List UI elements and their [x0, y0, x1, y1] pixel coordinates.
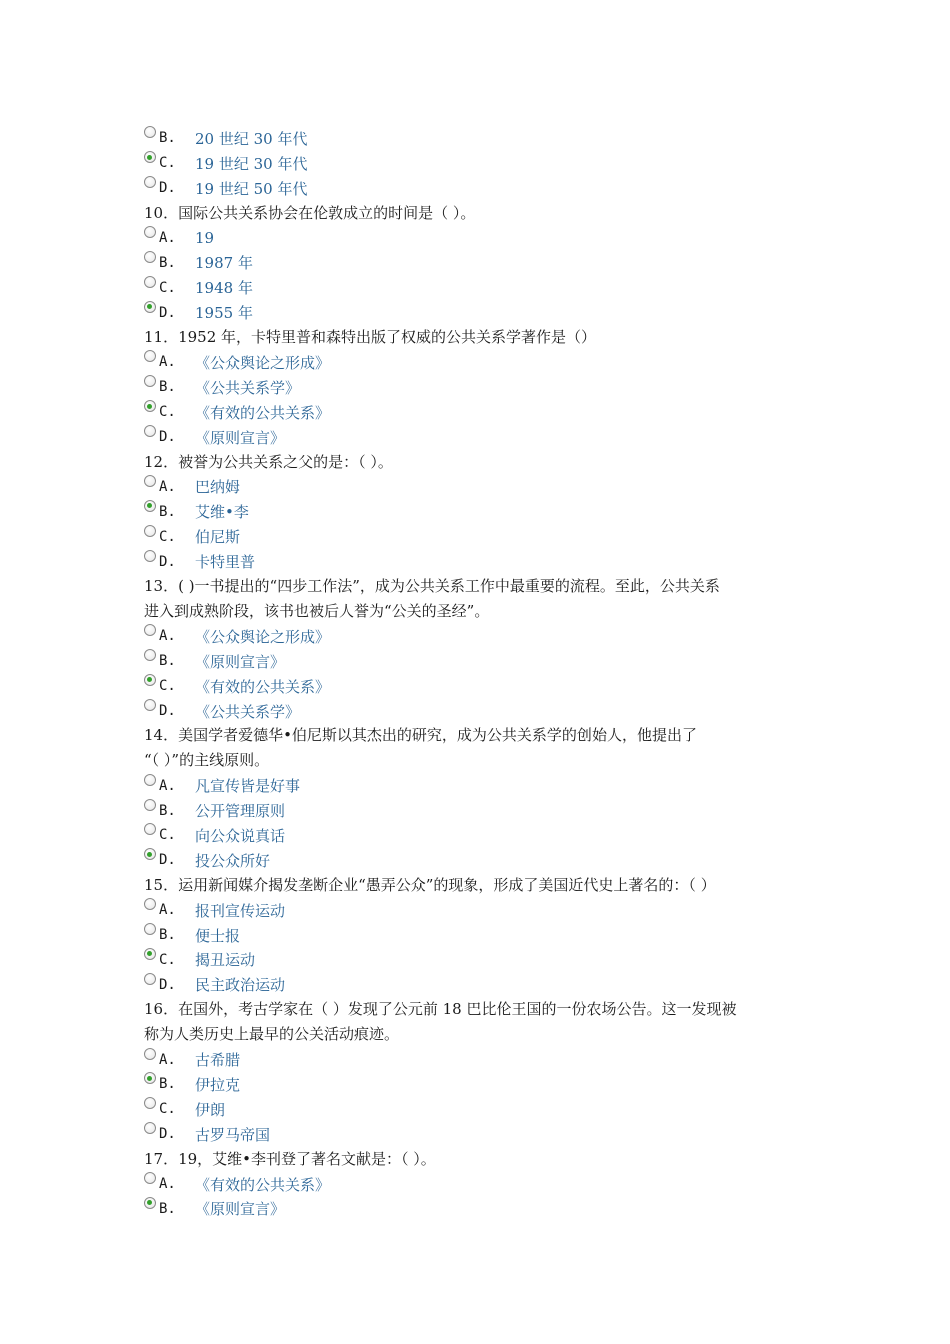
option-text: 伯尼斯 [195, 528, 241, 547]
question-line: 10．国际公共关系协会在伦敦成立的时间是（ ）。 [144, 203, 476, 222]
option-letter: B. [159, 653, 176, 670]
option-text: 《公众舆论之形成》 [195, 627, 331, 646]
option-letter: D. [159, 703, 176, 719]
answer-option[interactable] [144, 798, 824, 823]
answer-option[interactable] [144, 1072, 824, 1097]
radio-unchecked-icon[interactable] [144, 1122, 156, 1134]
option-text: 《公共关系学》 [195, 378, 301, 397]
radio-unchecked-icon[interactable] [144, 425, 156, 437]
radio-unchecked-icon[interactable] [144, 823, 156, 835]
answer-option[interactable] [144, 674, 824, 699]
option-letter: A. [159, 478, 176, 495]
question-text [144, 325, 824, 350]
option-text: 伊拉克 [195, 1075, 241, 1094]
option-letter: C. [159, 528, 176, 545]
radio-checked-icon[interactable] [144, 500, 156, 512]
question-line: 14．美国学者爱德华•伯尼斯以其杰出的研究，成为公共关系学的创始人，他提出了 [144, 726, 697, 745]
answer-option[interactable] [144, 898, 824, 923]
option-letter: B. [159, 802, 176, 819]
radio-unchecked-icon[interactable] [144, 1172, 156, 1184]
radio-unchecked-icon[interactable] [144, 550, 156, 562]
option-letter: C. [159, 279, 176, 296]
option-text: 《原则宣言》 [195, 652, 286, 671]
option-letter: B. [159, 503, 176, 520]
answer-option[interactable] [144, 624, 824, 649]
option-letter: A. [159, 1051, 176, 1068]
answer-option[interactable] [144, 1122, 824, 1147]
question-line: 进入到成熟阶段，该书也被后人誉为“公关的圣经”。 [144, 601, 490, 620]
answer-option[interactable] [144, 425, 824, 450]
radio-unchecked-icon[interactable] [144, 699, 156, 711]
radio-unchecked-icon[interactable] [144, 898, 156, 910]
option-text: 卡特里普 [195, 553, 256, 572]
option-text: 艾维•李 [195, 503, 249, 522]
answer-option[interactable] [144, 948, 824, 973]
option-text: 公开管理原则 [195, 802, 286, 821]
option-text: 向公众说真话 [195, 826, 286, 845]
option-text: 19 [195, 229, 215, 248]
option-letter: C. [159, 155, 176, 172]
option-letter: D. [159, 180, 176, 197]
question-line: 16．在国外，考古学家在（ ）发现了公元前 18 巴比伦王国的一份农场公告。这一发现被 [144, 1000, 737, 1019]
question-line: 15．运用新闻媒介揭发垄断企业“愚弄公众”的现象，形成了美国近代史上著名的：（ ） [144, 875, 716, 894]
radio-unchecked-icon[interactable] [144, 923, 156, 935]
answer-option[interactable] [144, 250, 824, 275]
question-text [144, 574, 824, 624]
option-text: 19 世纪 50 年代 [195, 179, 308, 198]
question-line: “（ ）”的主线原则。 [144, 751, 270, 770]
answer-option[interactable] [144, 375, 824, 400]
option-text: 20 世纪 30 年代 [195, 129, 308, 148]
option-letter: D. [159, 852, 176, 869]
radio-checked-icon[interactable] [144, 151, 156, 163]
answer-option[interactable] [144, 350, 824, 375]
radio-unchecked-icon[interactable] [144, 226, 156, 238]
answer-option[interactable] [144, 848, 824, 873]
answer-option[interactable] [144, 151, 824, 176]
option-text: 凡宣传皆是好事 [195, 777, 301, 796]
question-text [144, 450, 824, 475]
option-text: 《有效的公共关系》 [195, 1175, 331, 1194]
option-letter: D. [159, 1126, 176, 1143]
radio-checked-icon[interactable] [144, 674, 156, 686]
question-line: 17．19，艾维•李刊登了著名文献是：（ ）。 [144, 1149, 436, 1168]
option-text: 《公共关系学》 [195, 702, 301, 721]
option-letter: B. [159, 927, 176, 944]
option-letter: D. [159, 976, 176, 993]
option-letter: C. [159, 1101, 176, 1118]
radio-unchecked-icon[interactable] [144, 1097, 156, 1109]
quiz-document [144, 126, 824, 1221]
radio-unchecked-icon[interactable] [144, 649, 156, 661]
answer-option[interactable] [144, 649, 824, 674]
question-text [144, 1147, 824, 1172]
option-letter: B. [159, 254, 176, 271]
question-line: 12．被誉为公共关系之父的是：（ ）。 [144, 452, 393, 471]
radio-unchecked-icon[interactable] [144, 350, 156, 362]
answer-option[interactable] [144, 1047, 824, 1072]
radio-checked-icon[interactable] [144, 1072, 156, 1084]
option-letter: A. [159, 902, 176, 919]
radio-checked-icon[interactable] [144, 301, 156, 313]
option-letter: C. [159, 678, 176, 695]
question-text [144, 201, 824, 226]
radio-checked-icon[interactable] [144, 948, 156, 960]
radio-checked-icon[interactable] [144, 400, 156, 412]
option-text: 古罗马帝国 [195, 1125, 271, 1144]
option-text: 《有效的公共关系》 [195, 677, 331, 696]
option-letter: A. [159, 1176, 176, 1193]
option-letter: C. [159, 404, 176, 421]
option-text: 便士报 [195, 926, 241, 945]
answer-option[interactable] [144, 226, 824, 251]
option-letter: B. [159, 1076, 176, 1093]
option-letter: B. [159, 379, 176, 396]
answer-option[interactable] [144, 176, 824, 201]
option-text: 巴纳姆 [195, 478, 241, 497]
radio-unchecked-icon[interactable] [144, 375, 156, 387]
option-text: 《原则宣言》 [195, 428, 286, 447]
answer-option[interactable] [144, 1172, 824, 1197]
option-letter: A. [159, 354, 176, 371]
radio-unchecked-icon[interactable] [144, 799, 156, 811]
answer-option[interactable] [144, 1196, 824, 1221]
radio-unchecked-icon[interactable] [144, 973, 156, 985]
option-text: 19 世纪 30 年代 [195, 154, 308, 173]
option-letter: C. [159, 951, 176, 968]
option-letter: A. [159, 230, 176, 247]
answer-option[interactable] [144, 400, 824, 425]
question-text [144, 723, 824, 773]
question-line: 称为人类历史上最早的公关活动痕迹。 [144, 1025, 400, 1044]
answer-option[interactable] [144, 524, 824, 549]
answer-option[interactable] [144, 1097, 824, 1122]
answer-option[interactable] [144, 499, 824, 524]
option-text: 《原则宣言》 [195, 1200, 286, 1219]
option-letter: B. [159, 130, 176, 147]
question-text [144, 997, 824, 1047]
option-text: 《有效的公共关系》 [195, 403, 331, 422]
radio-unchecked-icon[interactable] [144, 126, 156, 138]
option-text: 投公众所好 [195, 851, 271, 870]
option-text: 报刊宣传运动 [195, 901, 286, 920]
radio-unchecked-icon[interactable] [144, 276, 156, 288]
radio-unchecked-icon[interactable] [144, 774, 156, 786]
radio-unchecked-icon[interactable] [144, 525, 156, 537]
answer-option[interactable] [144, 475, 824, 500]
answer-option[interactable] [144, 972, 824, 997]
option-letter: D. [159, 553, 176, 570]
option-text: 1948 年 [195, 279, 253, 298]
answer-option[interactable] [144, 275, 824, 300]
option-letter: C. [159, 827, 176, 844]
radio-unchecked-icon[interactable] [144, 1048, 156, 1060]
answer-option[interactable] [144, 923, 824, 948]
answer-option[interactable] [144, 773, 824, 798]
radio-checked-icon[interactable] [144, 848, 156, 860]
radio-unchecked-icon[interactable] [144, 475, 156, 487]
option-letter: A. [159, 628, 176, 645]
radio-unchecked-icon[interactable] [144, 624, 156, 636]
question-line: 11．1952 年，卡特里普和森特出版了权威的公共关系学著作是（） [144, 328, 597, 347]
option-letter: D. [159, 429, 176, 446]
question-text [144, 873, 824, 898]
radio-checked-icon[interactable] [144, 1197, 156, 1209]
option-letter: A. [159, 777, 176, 794]
option-text: 《公众舆论之形成》 [195, 353, 331, 372]
option-text: 伊朗 [195, 1100, 226, 1119]
option-text: 揭丑运动 [195, 951, 256, 970]
option-text: 1987 年 [195, 254, 253, 273]
radio-unchecked-icon[interactable] [144, 251, 156, 263]
option-letter: D. [159, 304, 176, 321]
answer-option[interactable] [144, 699, 824, 724]
option-text: 民主政治运动 [195, 976, 286, 995]
option-text: 1955 年 [195, 304, 253, 323]
answer-option[interactable] [144, 549, 824, 574]
option-letter: B. [159, 1200, 176, 1217]
answer-option[interactable] [144, 126, 824, 151]
radio-unchecked-icon[interactable] [144, 176, 156, 188]
answer-option[interactable] [144, 300, 824, 325]
answer-option[interactable] [144, 823, 824, 848]
option-text: 古希腊 [195, 1051, 241, 1070]
question-line: 13．( )一书提出的“四步工作法”，成为公共关系工作中最重要的流程。至此，公共关系 [144, 577, 720, 596]
